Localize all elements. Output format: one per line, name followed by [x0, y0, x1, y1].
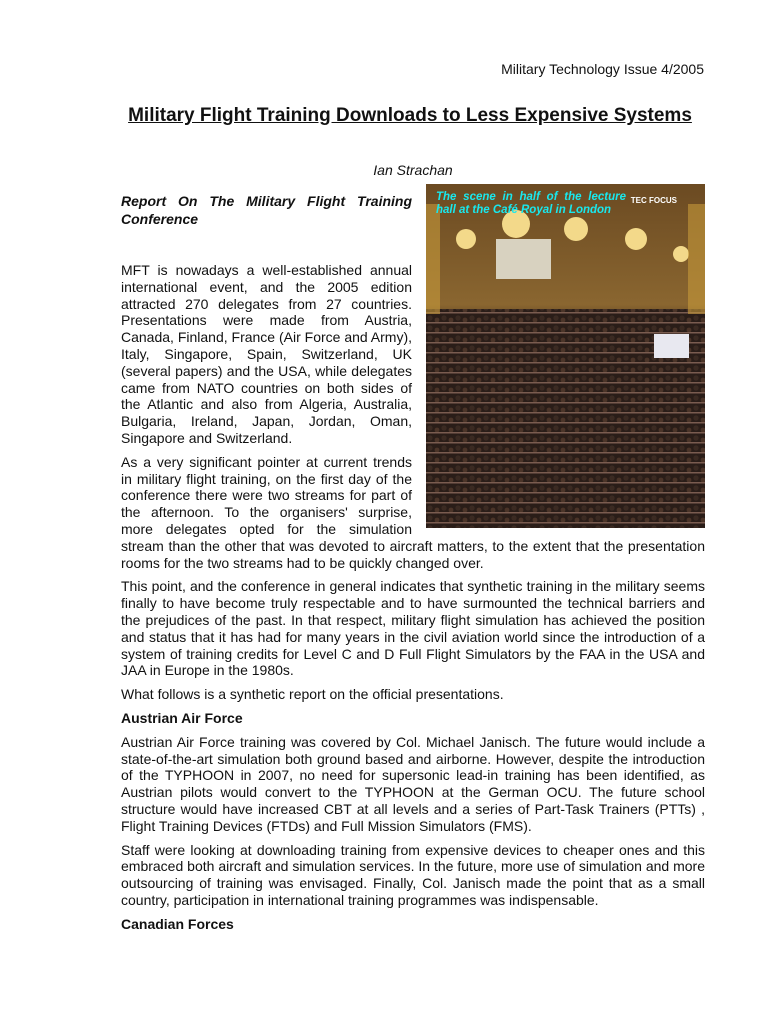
section-heading-canada: Canadian Forces: [121, 915, 234, 932]
article-author: Ian Strachan: [373, 162, 453, 178]
paragraph: Staff were looking at downloading training from expensive devices to cheaper ones and this embraced both aircraft and simulation services. In the future, more use of simulation and more outsourcing of training was envisaged. Finally, Col. Janisch made the point that as a small country, participation in international training programmes was indispensable.: [121, 841, 705, 908]
section-heading-austria: Austrian Air Force: [121, 709, 243, 726]
article-title: Military Flight Training Downloads to Less Expensive Systems: [128, 105, 692, 126]
tec-focus-tag: TEC FOCUS: [630, 196, 677, 205]
paragraph: What follows is a synthetic report on the official presentations.: [121, 686, 504, 703]
paragraph: As a very significant pointer at current trends in military flight training, on the first day of the conference there were two streams for part of the afternoon. To the organisers' surprise, more delegates opted for the simulation stream than the other that was devoted to aircraft matters, to the extent that the presentation rooms for the two streams had to be quickly changed over.: [121, 453, 705, 571]
article-body: [121, 192, 705, 939]
conference-hall-photo: [426, 184, 705, 528]
paragraph: This point, and the conference in general indicates that synthetic training in the military seems finally to have become truly respectable and to have surmounted the technical barriers and the prejudices of the past. In that respect, military flight simulation has achieved the position and status that it has had for many years in the civil aviation world since the introduction of a system of training credits for Level C and D Full Flight Simulators by the FAA in the USA and JAA in Europe in the 1980s.: [121, 578, 705, 679]
figure-caption: The scene in half of the lecture hall at the Café Royal in London: [436, 191, 626, 216]
conference-hall-image: [426, 184, 705, 528]
article-subheading: Report On The Military Flight Training Conference: [121, 193, 412, 227]
issue-header: Military Technology Issue 4/2005: [501, 61, 704, 77]
paragraph: Austrian Air Force training was covered by Col. Michael Janisch. The future would include a state-of-the-art simulation both ground based and airborne. However, despite the introduction of the TYPHOON in 2007, no need for supersonic lead-in training has been identified, as Austrian pilots would convert to the TYPHOON at the German OCU. The future school structure would have increased CBT at all levels and a series of Part-Task Trainers (PTTs) , Flight Training Devices (FTDs) and Full Mission Simulators (FMS).: [121, 733, 705, 834]
paragraph: MFT is nowadays a well-established annual international event, and the 2005 edition attracted 270 delegates from 27 countries. Presentations were made from Austria, Canada, Finland, France (Air Force and Army), Italy, Singapore, Spain, Switzerland, UK (several papers) and the USA, while delegates came from NATO countries on both sides of the Atlantic and also from Algeria, Australia, Bulgaria, Ireland, Japan, Jordan, Oman, Singapore and Switzerland.: [121, 262, 413, 446]
